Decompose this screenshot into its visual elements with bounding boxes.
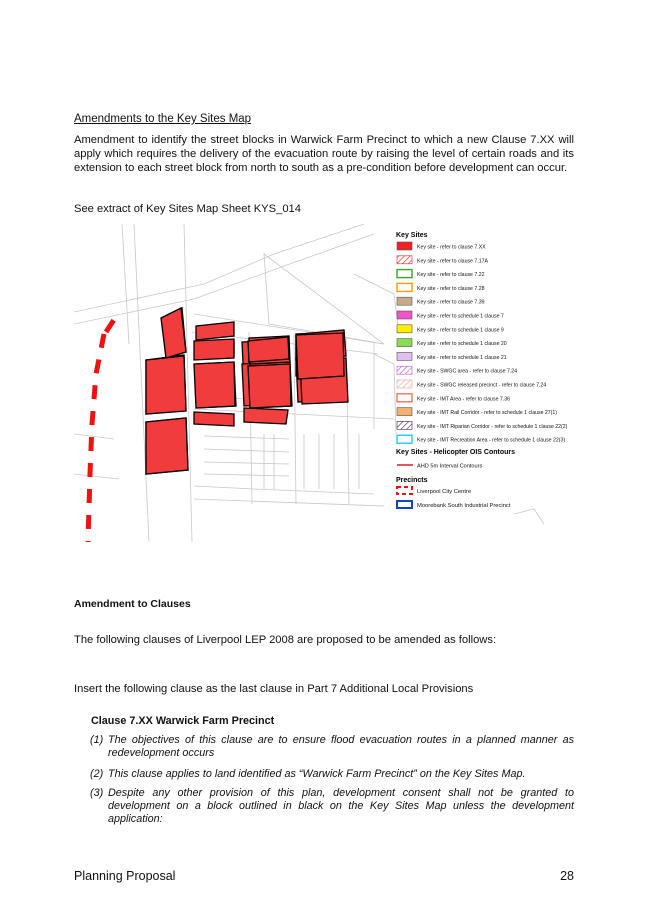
legend-item-label: Key site - refer to schedule 1 clause 20 xyxy=(417,341,507,348)
legend-item-label: Key site - IMT Area - refer to clause 7.36 xyxy=(417,396,511,403)
clauses-intro: The following clauses of Liverpool LEP 2008 are proposed to be amended as follows: xyxy=(74,634,497,646)
block-row2-b xyxy=(194,362,235,408)
legend-item-label: Key site - IMT Rail Corridor - refer to schedule 1 clause 27(1) xyxy=(417,410,558,417)
legend-item-label: Key site - refer to schedule 1 clause 21 xyxy=(417,354,507,361)
legend-item-label: Key site - SWGC area - refer to clause 7.24 xyxy=(417,368,518,375)
legend-swatch xyxy=(397,394,412,402)
legend-swatch xyxy=(397,270,412,278)
legend-swatch xyxy=(397,325,412,333)
legend-helicopter-title: Key Sites - Helicopter OIS Contours xyxy=(396,449,516,456)
block-row2-a xyxy=(146,356,186,414)
legend-swatch xyxy=(397,256,412,264)
clause-item-text: Despite any other provision of this plan, development consent shall not be granted to development on a block outlined in black on the Key Sites Map unless the development application: xyxy=(108,787,574,825)
clause-item-number: (1) xyxy=(90,734,104,746)
block-row2-c xyxy=(248,364,291,408)
legend-item-label: Key site - refer to schedule 1 clause 9 xyxy=(417,327,504,334)
legend-item-label: Key site - refer to clause 7.22 xyxy=(417,272,485,279)
key-site-block xyxy=(244,408,288,424)
clause-item-number: (2) xyxy=(90,768,104,780)
legend-item-label: Key site - refer to clause 7.XX xyxy=(417,244,486,251)
legend-moorebank-label: Moorebank South Industrial Precinct xyxy=(417,503,511,509)
legend-swatch xyxy=(397,352,412,360)
legend-swatch xyxy=(397,297,412,305)
legend-swatch xyxy=(397,421,412,429)
legend-swatch xyxy=(397,242,412,250)
clause-item xyxy=(90,787,574,826)
legend-item-label: Key site - IMT Recreation Area - refer to schedule 1 clause 22(3) xyxy=(417,437,566,444)
clause-title: Clause 7.XX Warwick Farm Precinct xyxy=(91,715,275,727)
legend-item-label: Key site - SWGC released precinct - refer to clause 7.24 xyxy=(417,382,547,389)
legend-item-label: Key site - refer to clause 7.39 xyxy=(417,299,485,306)
legend-swatch xyxy=(397,339,412,347)
block-row1-a xyxy=(194,339,234,360)
insert-instruction: Insert the following clause as the last clause in Part 7 Additional Local Provisions xyxy=(74,683,474,695)
legend-contour-label: AHD 5m Interval Contours xyxy=(417,463,483,470)
block-south-west xyxy=(146,418,188,474)
block-row1-c xyxy=(296,333,344,379)
key-sites-map-svg xyxy=(74,224,574,542)
legend-swatch xyxy=(397,366,412,374)
legend-swatch xyxy=(397,283,412,291)
legend-swatch xyxy=(397,311,412,319)
footer-title: Planning Proposal xyxy=(74,869,176,883)
legend-item-label: Key site - IMT Riparian Corridor - refer to schedule 1 clause 22(2) xyxy=(417,423,568,430)
clause-item-text: The objectives of this clause are to ensure flood evacuation routes in a planned manner as redevelopment occurs xyxy=(108,734,574,759)
page-number: 28 xyxy=(560,869,574,883)
block-north-west xyxy=(161,308,186,358)
legend-title: Key Sites xyxy=(396,232,428,239)
legend-item-label: Key site - refer to clause 7.28 xyxy=(417,285,485,292)
block-row3-a xyxy=(194,412,234,426)
clause-item-text: This clause applies to land identified as “Warwick Farm Precinct” on the Key Sites Map. xyxy=(108,768,526,780)
clause-item-number: (3) xyxy=(90,787,104,799)
key-sites-map xyxy=(74,224,574,542)
clause-item xyxy=(90,768,574,781)
legend-swatch xyxy=(397,435,412,443)
clause-item xyxy=(90,734,574,760)
legend-item-label: Key site - refer to schedule 1 clause 7 xyxy=(417,313,504,320)
legend-precincts-title: Precincts xyxy=(396,477,428,484)
legend-swatch xyxy=(397,380,412,388)
block-row1-b xyxy=(248,337,289,362)
legend-city-centre-label: Liverpool City Centre xyxy=(417,489,472,495)
legend-item-label: Key site - refer to clause 7.17A xyxy=(417,258,488,265)
amendment-clauses-heading: Amendment to Clauses xyxy=(74,598,191,610)
amendments-key-sites-heading: Amendments to the Key Sites Map xyxy=(74,113,252,125)
amendment-description: Amendment to identify the street blocks in Warwick Farm Precinct to which a new Clause 7.XX will apply which requires the delivery of the evacuation route by raising the level of certain roads and its extension to each street block from north to south as a pre-condition before development can occur. xyxy=(74,134,574,174)
legend-swatch xyxy=(397,408,412,416)
see-extract-text: See extract of Key Sites Map Sheet KYS_014 xyxy=(74,203,301,215)
